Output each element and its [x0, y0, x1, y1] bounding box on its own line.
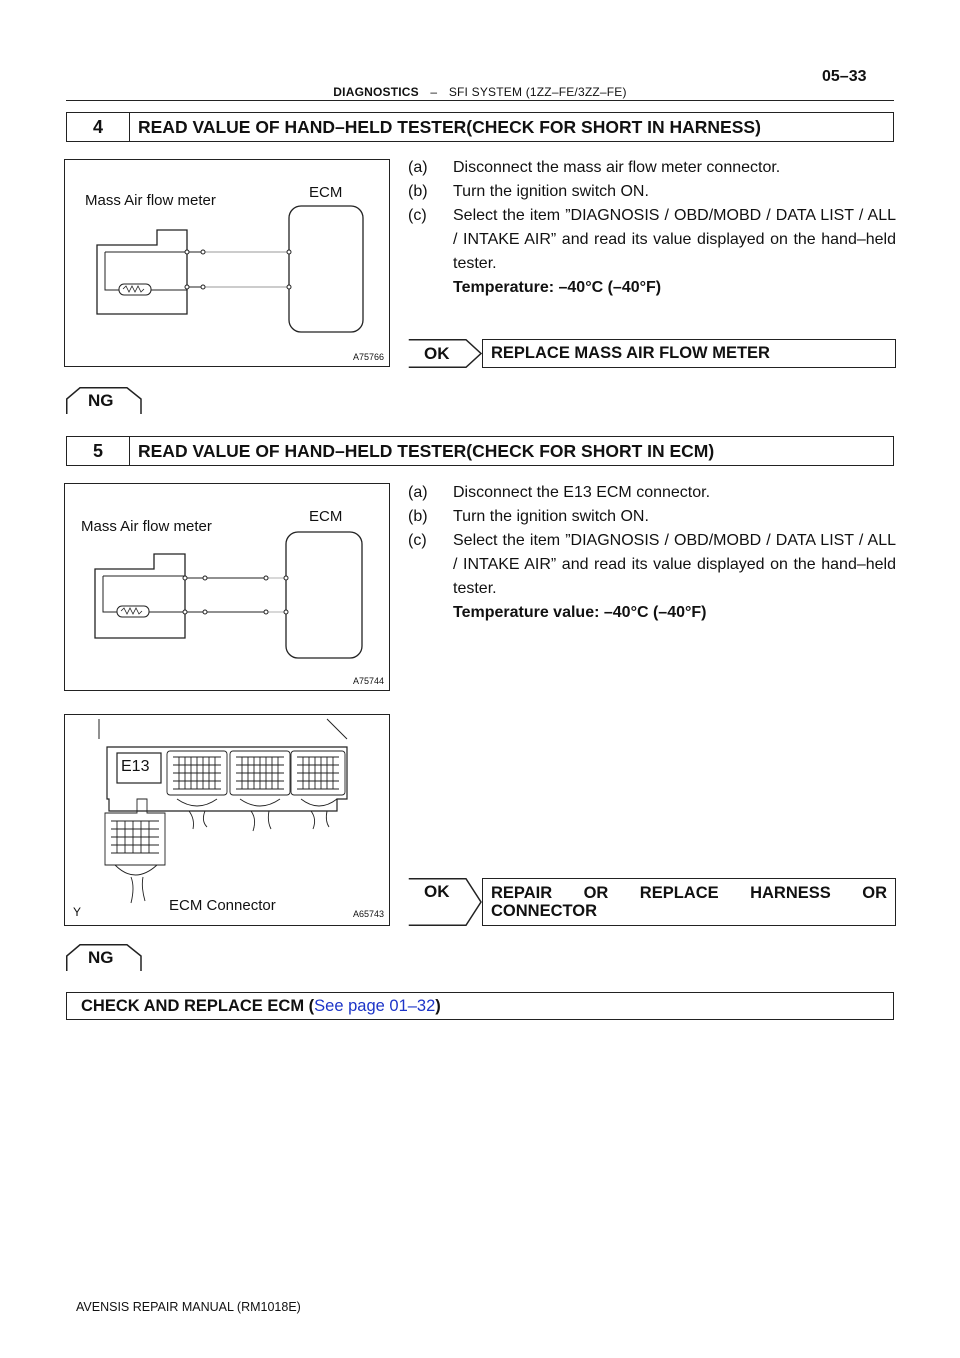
step-4-title: READ VALUE OF HAND–HELD TESTER(CHECK FOR SHORT IN HARNESS): [138, 116, 761, 137]
header-dash: –: [430, 85, 438, 99]
final-text: CHECK AND REPLACE ECM (: [81, 996, 315, 1015]
step-5-diagram: [64, 483, 390, 691]
ng-label: NG: [88, 391, 114, 410]
ok-label: OK: [424, 343, 450, 363]
step-5-ok-result: [408, 878, 896, 926]
instruction-a: (a) Disconnect the E13 ECM connector.: [408, 484, 711, 501]
ecm-label: ECM: [309, 508, 343, 525]
step-4-ng-result: [66, 387, 140, 413]
ecm-connector-illustration: [65, 715, 389, 925]
instruction-c: (c) Select the item ”DIAGNOSIS / OBD/MOBD / DATA LIST / ALL / INTAKE AIR” and read its value displayed on the hand–held tester.: [408, 532, 896, 597]
step-4-number: 4: [67, 113, 130, 141]
ok-action: [482, 878, 896, 926]
header-section: DIAGNOSTICS: [333, 85, 419, 99]
connector-e13-label: E13: [121, 758, 150, 775]
step-5-number: 5: [67, 437, 130, 465]
spec-value: Temperature: –40°C (–40°F): [453, 279, 662, 296]
ok-arrow: [408, 878, 482, 926]
instruction-b: (b) Turn the ignition switch ON.: [408, 183, 649, 200]
ok-arrow: [408, 339, 482, 368]
figure-code: A75766: [353, 352, 385, 362]
instruction-a: (a) Disconnect the mass air flow meter connector.: [408, 159, 781, 176]
step-5-header: [66, 436, 894, 466]
ecm-connector-figure: [64, 714, 390, 926]
ng-label: NG: [88, 948, 114, 967]
step-5-ng-result: [66, 944, 140, 970]
running-header: [0, 85, 960, 99]
final-action-box: [66, 992, 894, 1020]
mass-air-flow-meter-label: Mass Air flow meter: [81, 518, 212, 535]
figure-y-mark: Y: [73, 905, 82, 919]
header-rule: [66, 100, 894, 101]
instruction-c: (c) Select the item ”DIAGNOSIS / OBD/MOBD / DATA LIST / ALL / INTAKE AIR” and read its value displayed on the hand–held tester.: [408, 207, 896, 272]
footer: AVENSIS REPAIR MANUAL (RM1018E): [76, 1300, 301, 1314]
ok-action-line-1: REPAIR OR REPLACE HARNESS OR: [491, 884, 887, 902]
final-text-close: ): [435, 996, 441, 1015]
ecm-label: ECM: [309, 184, 343, 201]
instruction-b: (b) Turn the ignition switch ON.: [408, 508, 649, 525]
step-5-instructions: [408, 481, 896, 625]
see-page-link[interactable]: See page 01–32: [314, 996, 436, 1015]
ok-action: REPLACE MASS AIR FLOW METER: [482, 339, 896, 368]
header-subsection: SFI SYSTEM (1ZZ–FE/3ZZ–FE): [448, 85, 627, 99]
step-5-title: READ VALUE OF HAND–HELD TESTER(CHECK FOR SHORT IN ECM): [138, 440, 715, 461]
step-4-instructions: [408, 156, 896, 300]
page-number: 05–33: [822, 68, 867, 85]
ecm-connector-caption: ECM Connector: [169, 897, 276, 914]
ok-action-line-2: CONNECTOR: [491, 902, 598, 920]
spec-value: Temperature value: –40°C (–40°F): [453, 604, 707, 621]
ok-label: OK: [424, 882, 450, 901]
mass-air-flow-meter-label: Mass Air flow meter: [85, 192, 216, 209]
figure-code: A75744: [353, 676, 385, 686]
step-4-diagram: [64, 159, 390, 367]
step-4-header: [66, 112, 894, 142]
step-4-ok-result: [408, 339, 896, 368]
figure-code: A65743: [353, 909, 385, 919]
